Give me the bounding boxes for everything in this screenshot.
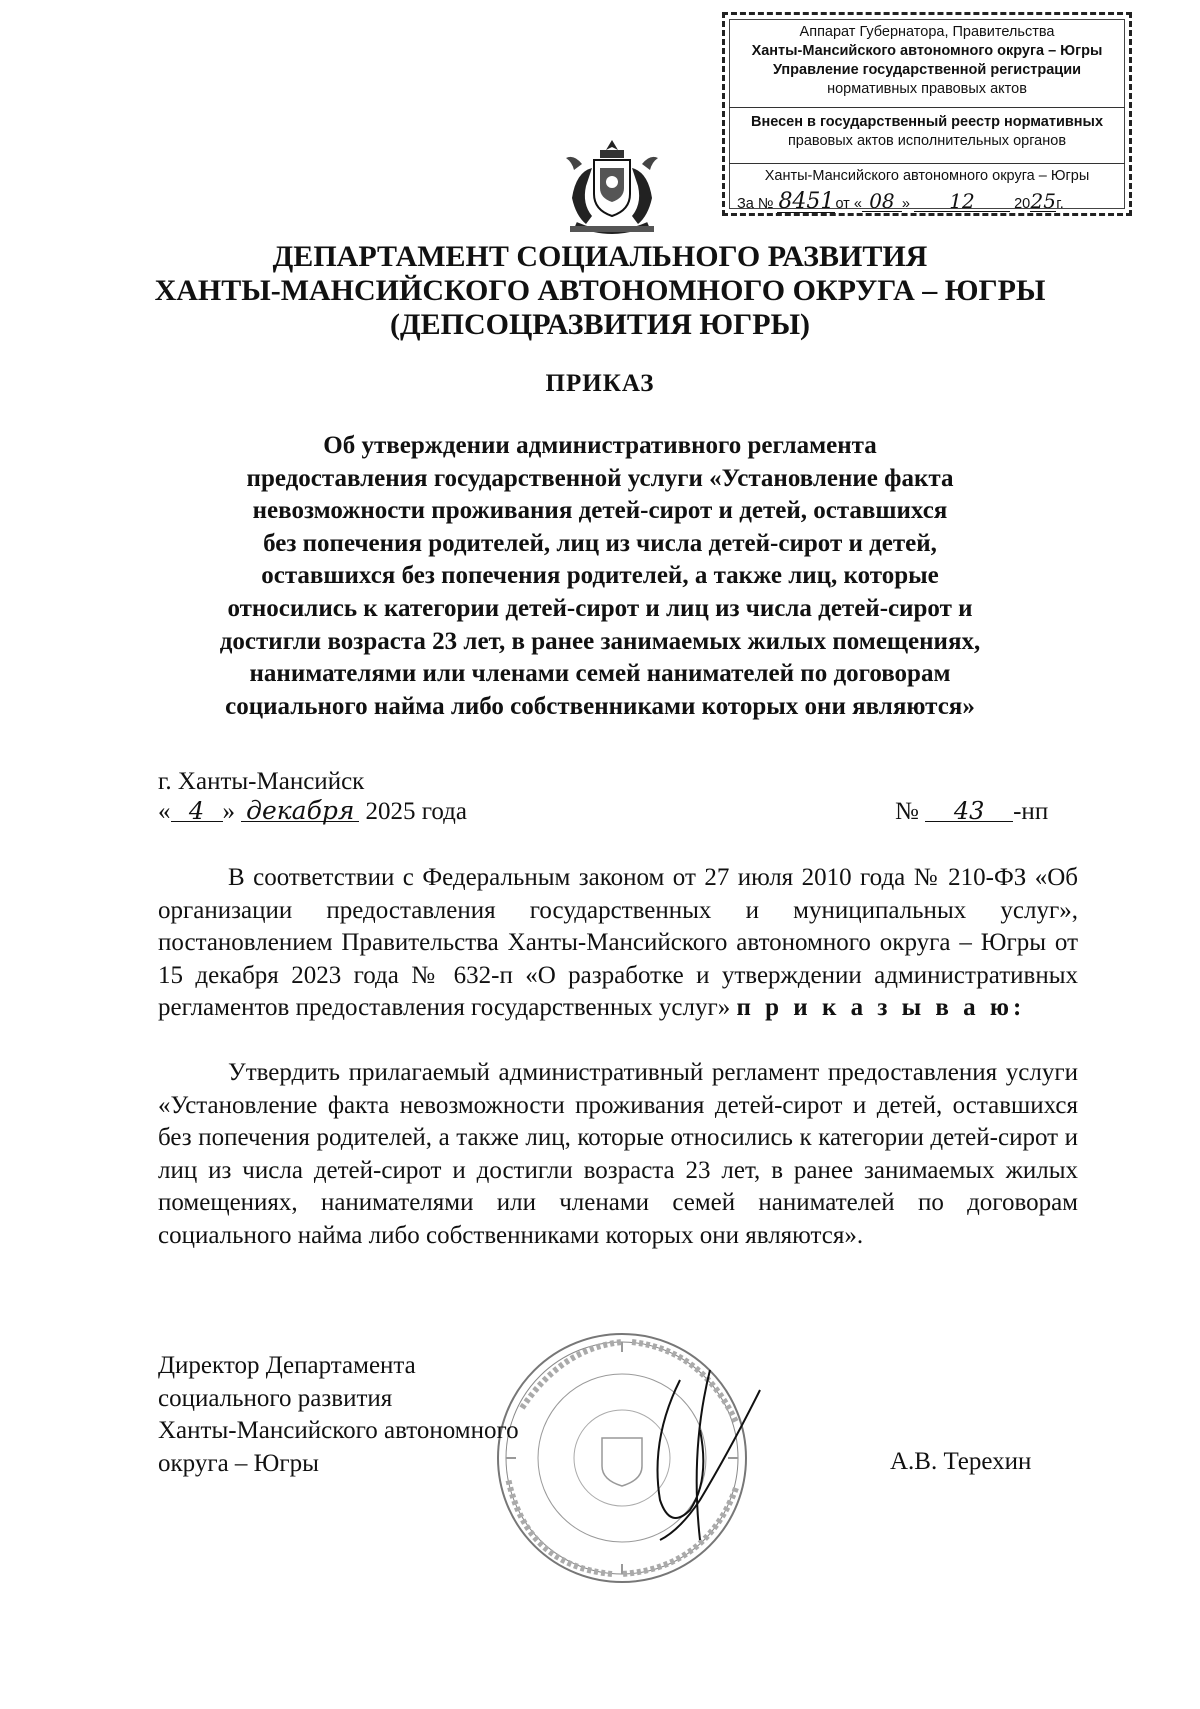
stamp-year-end: г. — [1056, 196, 1064, 212]
place-of-issue: г. Ханты-Мансийск — [158, 768, 365, 795]
stamp-region: Ханты-Мансийского автономного округа – Югры — [764, 168, 1090, 184]
signatory-position-line: округа – Югры — [158, 1449, 319, 1477]
subject-line: достигли возраста 23 лет, в ранее занимаемых жилых помещениях, — [219, 627, 981, 655]
document-number — [895, 798, 1048, 826]
number-prefix: № — [895, 798, 919, 825]
department-title-line: (ДЕПСОЦРАЗВИТИЯ ЮГРЫ) — [389, 308, 811, 341]
stamp-header-line: нормативных правовых актов — [827, 81, 1027, 97]
paragraph-text: В соответствии с Федеральным законом от 27 июля 2010 года № 210-ФЗ «Об организации предоставления государственных и муниципальных услуг», постановлением Правительства Ханты-Мансийского автономного округа – Югры от 15 декабря 2023 года № 632-п «О разработке и утверждении административных регламентов предоставления государственных услуг» — [158, 864, 1078, 1022]
stamp-month: 12 — [914, 191, 1010, 212]
subject-line: невозможности проживания детей-сирот и детей, оставшихся — [252, 497, 948, 525]
coat-of-arms-icon — [556, 138, 668, 238]
stamp-middle-line: Внесен в государственный реестр нормативных — [750, 114, 1104, 130]
subject-line: нанимателями или членами семей нанимателей по договорам — [249, 660, 951, 688]
date-day: 4 — [171, 801, 223, 822]
stamp-year-prefix: 20 — [1014, 196, 1031, 212]
order-emphasis: п р и к а з ы в а ю: — [736, 994, 1026, 1022]
subject-line: без попечения родителей, лиц из числа детей-сирот и детей, — [263, 529, 937, 557]
date-year: 2025 года — [365, 798, 467, 825]
number-value: 43 — [925, 801, 1013, 822]
stamp-year-suffix: 25 — [1030, 189, 1056, 213]
stamp-reg-number: 8451 — [778, 189, 835, 214]
stamp-divider — [729, 163, 1125, 164]
registry-stamp — [722, 12, 1132, 216]
stamp-day: 08 — [862, 191, 902, 212]
subject-line: социального найма либо собственниками которых они являются» — [225, 692, 975, 720]
signatory-name: А.В. Терехин — [890, 1448, 1032, 1475]
stamp-header-line: Ханты-Мансийского автономного округа – Югры — [751, 43, 1103, 59]
date-close-quote: » — [222, 798, 235, 825]
stamp-from-label: от « — [835, 196, 862, 212]
handwritten-signature-icon — [640, 1360, 780, 1560]
date-open-quote: « — [158, 798, 171, 825]
stamp-middle-line: правовых актов исполнительных органов — [787, 133, 1067, 149]
document-type: ПРИКАЗ — [545, 370, 655, 397]
stamp-header — [725, 23, 1129, 99]
department-title — [0, 240, 1200, 342]
stamp-reg-prefix: За № — [737, 196, 774, 212]
body-paragraph: Утвердить прилагаемый административный регламент предоставления услуги «Установление факта невозможности проживания детей-сирот и детей, оставшихся без попечения родителей, а также лиц, которые относились к категории детей-сирот и лиц из числа детей-сирот и достигли возраста 23 лет, в ранее занимаемых жилых помещениях, нанимателями или членами семей нанимателей по договорам социального найма либо собственниками которых они являются». — [158, 1059, 1078, 1249]
signatory-position-line: Директор Департамента — [158, 1352, 416, 1379]
signatory-position-line: социального развития — [158, 1384, 393, 1412]
stamp-day-close: » — [901, 196, 910, 212]
stamp-header-line: Управление государственной регистрации — [772, 62, 1082, 78]
subject-line: относились к категории детей-сирот и лиц из числа детей-сирот и — [227, 594, 973, 622]
department-title-line: ДЕПАРТАМЕНТ СОЦИАЛЬНОГО РАЗВИТИЯ — [272, 240, 928, 273]
department-title-line: ХАНТЫ-МАНСИЙСКОГО АВТОНОМНОГО ОКРУГА – ЮГРЫ — [154, 274, 1046, 307]
number-suffix: -нп — [1013, 798, 1049, 825]
stamp-header-line: Аппарат Губернатора, Правительства — [799, 24, 1055, 40]
subject-line: Об утверждении административного регламента — [323, 432, 877, 459]
signatory-position-line: Ханты-Мансийского автономного — [158, 1417, 519, 1444]
stamp-middle — [725, 113, 1129, 151]
stamp-registration-line — [737, 191, 1064, 214]
subject-line: предоставления государственной услуги «Установление факта — [246, 464, 954, 492]
subject-line: оставшихся без попечения родителей, а также лиц, которые — [261, 562, 939, 590]
stamp-divider — [729, 107, 1125, 108]
document-subject — [0, 430, 1200, 723]
signatory-position — [158, 1350, 519, 1480]
body-paragraph — [158, 862, 1078, 1025]
date-month: декабря — [241, 801, 359, 822]
issue-date — [158, 798, 467, 826]
